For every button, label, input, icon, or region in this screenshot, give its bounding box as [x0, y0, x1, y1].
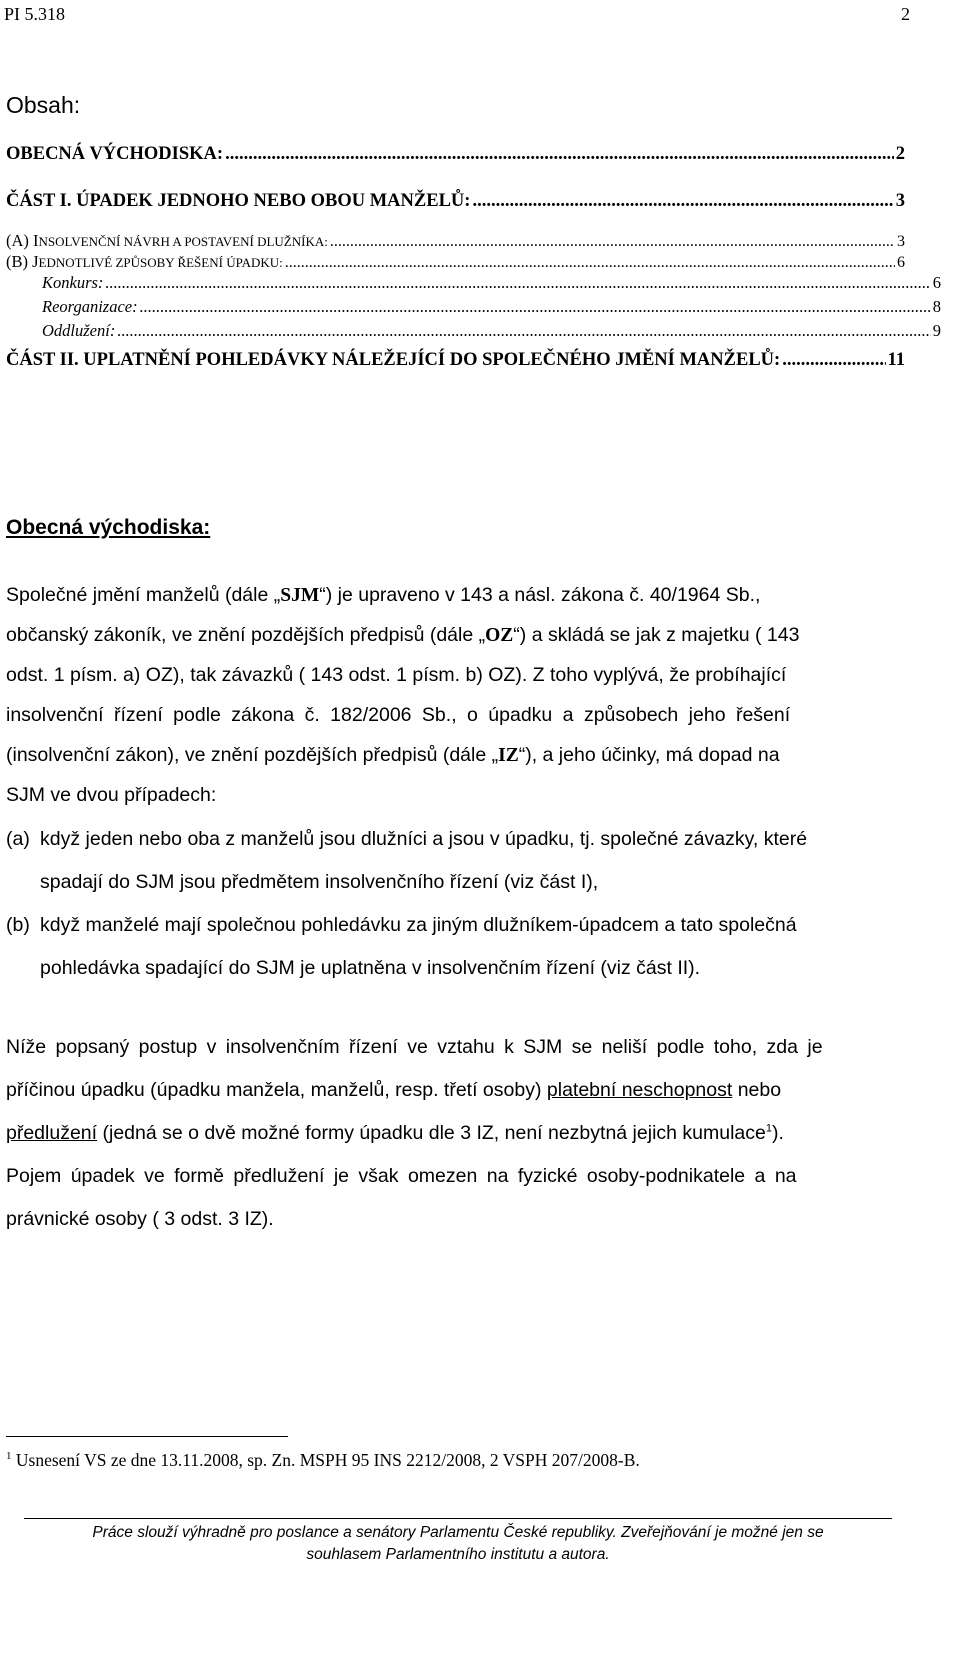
toc-entry-page: 3 — [895, 191, 905, 211]
paragraph-line: (insolvenční zákon), ve znění pozdějších předpisů (dále „IZ“), a jeho účinky, má dopad na — [6, 744, 780, 766]
footnote — [6, 1450, 640, 1471]
toc-entry-label: (A) INSOLVENČNÍ NÁVRH A POSTAVENÍ DLUŽNÍKA: — [6, 231, 328, 250]
footer-disclaimer-line: Práce slouží výhradně pro poslance a senátory Parlamentu České republiky. Zveřejňování je možné jen se — [92, 1524, 824, 1541]
paragraph-line: SJM ve dvou případech: — [6, 784, 217, 806]
list-item-line: když manželé mají společnou pohledávku za jiným dlužníkem-úpadcem a tato společná — [40, 914, 797, 936]
header-page-number: 2 — [901, 4, 910, 24]
list-item-line: spadají do SJM jsou předmětem insolvenčního řízení (viz část I), — [40, 871, 599, 893]
paragraph-insolvency-cause — [6, 0, 903, 1250]
paragraph-line: příčinou úpadku (úpadku manžela, manželů, resp. třetí osoby) platební neschopnost nebo — [6, 1079, 782, 1101]
toc-entry-page: 3 — [897, 233, 905, 250]
footnote-marker: 1 — [6, 1450, 12, 1463]
toc-entry-page: 6 — [897, 254, 905, 271]
toc-entry-page: 9 — [932, 321, 941, 340]
list-marker: (a) — [6, 828, 30, 850]
list-item-line: když jeden nebo oba z manželů jsou dlužníci a jsou v úpadku, tj. společné závazky, které — [40, 828, 808, 850]
toc-entry-label: ČÁST II. UPLATNĚNÍ POHLEDÁVKY NÁLEŽEJÍCÍ DO SPOLEČNÉHO JMĚNÍ MANŽELŮ: — [6, 350, 781, 370]
paragraph-line: Níže popsaný postup v insolvenčním řízení ve vztahu k SJM se neliší podle toho, zda je — [6, 1036, 823, 1058]
paragraph-line: odst. 1 písm. a) OZ), tak závazků ( 143 odst. 1 písm. b) OZ). Z toho vyplývá, že probíhající — [6, 664, 787, 686]
toc-title: Obsah: — [6, 92, 81, 118]
paragraph-line: předlužení (jedná se o dvě možné formy úpadku dle 3 IZ, není nezbytná jejich kumulace$^1$). — [6, 1122, 784, 1144]
header-doc-id: PI 5.318 — [4, 4, 66, 24]
paragraph-line: právnické osoby ( 3 odst. 3 IZ). — [6, 1208, 274, 1230]
section-heading: Obecná východiska: — [6, 516, 211, 539]
toc-entry-page: 8 — [932, 297, 941, 316]
toc-entry-label: ČÁST I. ÚPADEK JEDNOHO NEBO OBOU MANŽELŮ: — [6, 191, 471, 211]
footer-disclaimer-line: souhlasem Parlamentního institutu a autora. — [306, 1546, 610, 1563]
toc-entry-label: Oddlužení: — [42, 321, 116, 340]
footnote-text: Usnesení VS ze dne 13.11.2008, sp. Zn. MSPH 95 INS 2212/2008, 2 VSPH 207/2008-B. — [11, 1450, 640, 1470]
paragraph-line: občanský zákoník, ve znění pozdějších předpisů (dále „OZ“) a skládá se jak z majetku ( 143 — [6, 624, 800, 646]
paragraph-line: Společné jmění manželů (dále „SJM“) je upraveno v 143 a násl. zákona č. 40/1964 Sb., — [6, 584, 761, 606]
list-marker: (b) — [6, 914, 30, 936]
term-predluzeni: předlužení — [6, 1122, 98, 1144]
toc-entry-label: OBECNÁ VÝCHODISKA: — [6, 144, 224, 164]
toc-entry-label: Konkurs: — [42, 273, 104, 292]
toc-entry-page: 11 — [887, 350, 905, 370]
toc-entry-label: Reorganizace: — [42, 297, 138, 316]
toc-entry-page: 2 — [895, 144, 905, 164]
list-item-line: pohledávka spadající do SJM je uplatněna v insolvenčním řízení (viz část II). — [40, 957, 701, 979]
footnote-separator — [6, 1436, 288, 1437]
toc-entry-page: 6 — [932, 273, 941, 292]
paragraph-line: Pojem úpadek ve formě předlužení je však omezen na fyzické osoby-podnikatele a na — [6, 1165, 797, 1187]
footnote-ref[interactable]: 1 — [765, 1122, 772, 1135]
term-platebni-neschopnost: platební neschopnost — [546, 1079, 733, 1101]
paragraph-line: insolvenční řízení podle zákona č. 182/2006 Sb., o úpadku a způsobech jeho řešení — [6, 704, 791, 726]
footer-separator — [24, 1518, 892, 1519]
toc-entry-label: (B) JEDNOTLIVÉ ZPŮSOBY ŘEŠENÍ ÚPADKU: — [6, 252, 283, 271]
